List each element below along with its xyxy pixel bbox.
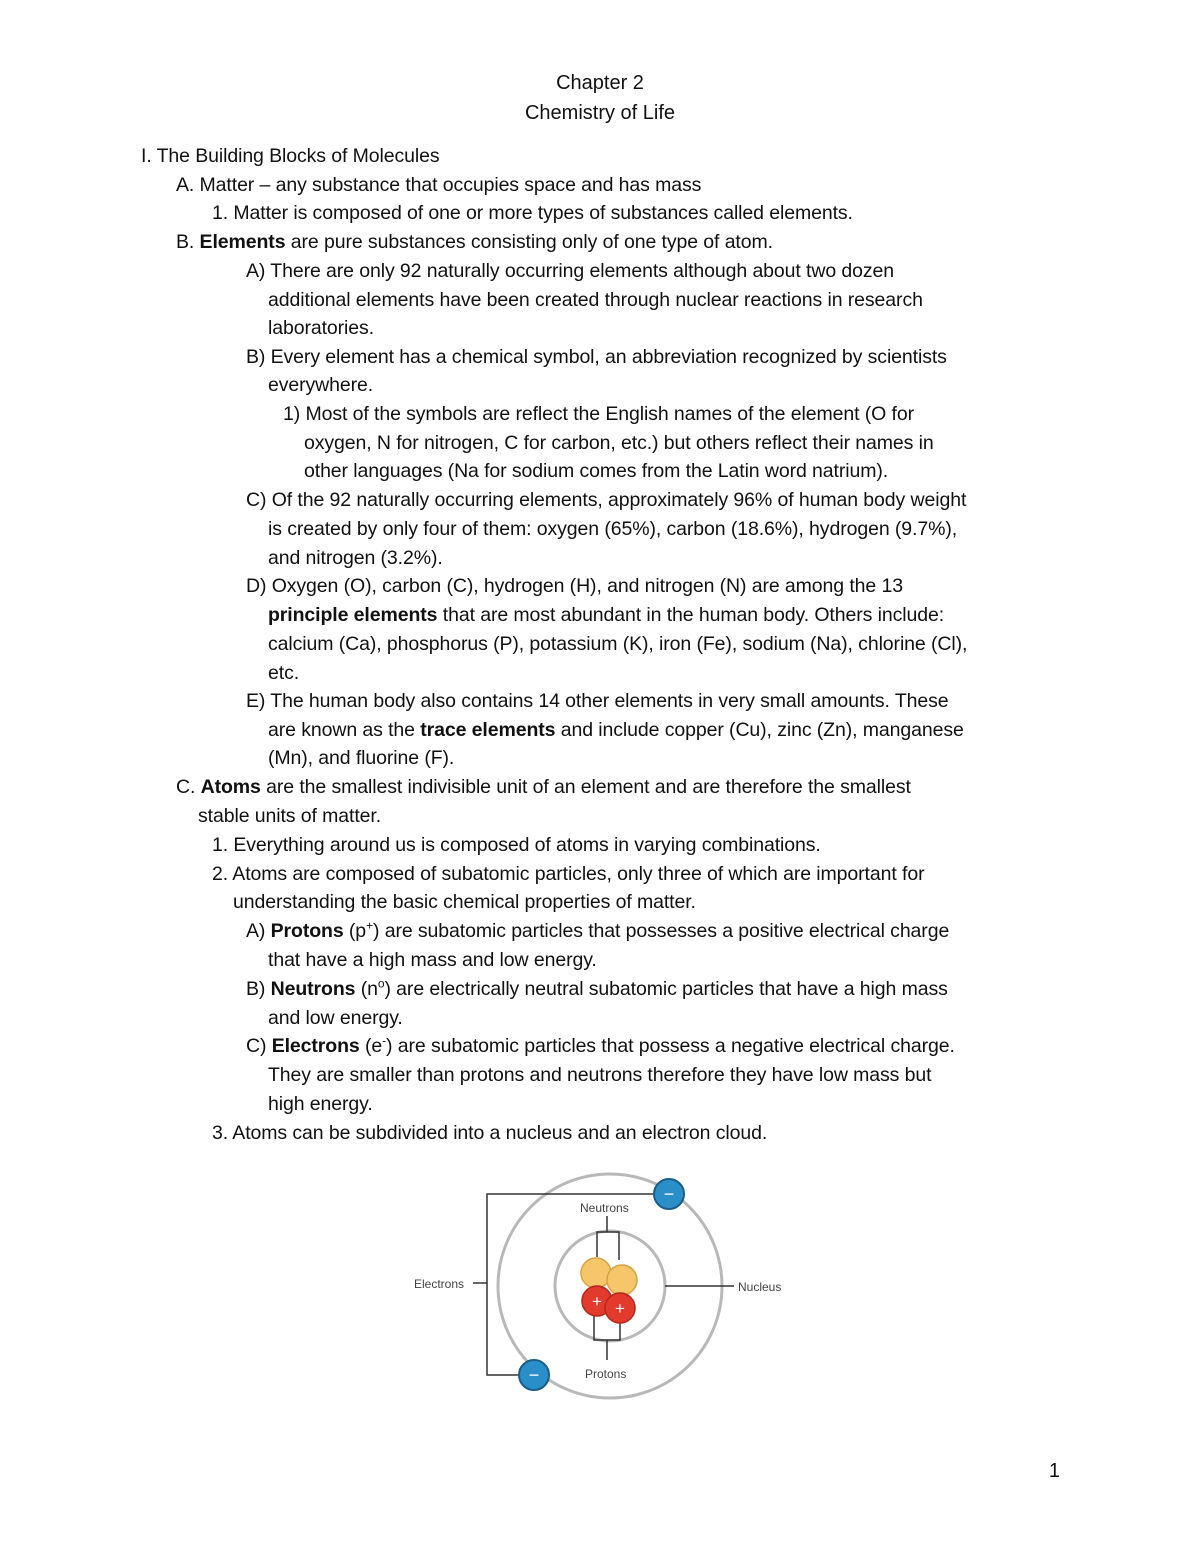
outline-line: additional elements have been created through nuclear reactions in research [268, 289, 923, 311]
bold-term: Electrons [271, 1035, 360, 1057]
electron-charge: − [528, 1365, 540, 1385]
text-run: that are most abundant in the human body. Others include: [437, 604, 945, 626]
text-run: ) are subatomic particles that possess a negative electrical charge. [386, 1035, 955, 1057]
text-run: C) [246, 1035, 272, 1057]
outline-line: I. The Building Blocks of Molecules [141, 145, 440, 167]
text-run: are the smallest indivisible unit of an element and are therefore the smallest [260, 776, 911, 798]
bold-term: Neutrons [270, 978, 356, 1000]
page-title: Chemistry of Life [524, 102, 676, 124]
outline-line [176, 775, 911, 799]
proton-charge: + [592, 1292, 602, 1311]
neutrons-bracket [597, 1232, 619, 1260]
outline-line: A) There are only 92 naturally occurring elements although about two dozen [246, 260, 895, 282]
outline-line: and low energy. [268, 1007, 403, 1029]
label-protons: Protons [585, 1367, 627, 1381]
outline-line: B) Every element has a chemical symbol, an abbreviation recognized by scientists [246, 346, 947, 368]
outline-line [176, 230, 773, 254]
page-number: 1 [1048, 1460, 1060, 1482]
outline-line: 1) Most of the symbols are reflect the English names of the element (O for [283, 403, 914, 425]
charge-superscript: o [377, 976, 385, 991]
outline-line [246, 919, 949, 943]
label-neutrons: Neutrons [580, 1201, 629, 1215]
label-electrons: Electrons [414, 1277, 465, 1291]
outline-line [268, 603, 944, 627]
outline-line: high energy. [268, 1093, 373, 1115]
neutron-particle [607, 1265, 637, 1295]
chapter-heading: Chapter 2 [556, 72, 644, 94]
text-run: C. [176, 776, 201, 798]
text-run: ) are electrically neutral subatomic particles that have a high mass [384, 978, 948, 1000]
outline-line: 2. Atoms are composed of subatomic particles, only three of which are important for [212, 863, 925, 885]
text-run: A) [246, 920, 271, 942]
text-run: (n [355, 978, 378, 1000]
proton-charge: + [615, 1299, 625, 1318]
bold-term: Atoms [200, 776, 261, 798]
outline-line: everywhere. [268, 374, 374, 396]
text-run: B. [176, 231, 200, 253]
text-run: are known as the [268, 719, 421, 741]
text-run: B) [246, 978, 271, 1000]
outline-line: 1. Matter is composed of one or more types of substances called elements. [212, 202, 853, 224]
bold-term: Elements [199, 231, 286, 253]
outline-line: understanding the basic chemical properties of matter. [233, 891, 696, 913]
outline-line: oxygen, N for nitrogen, C for carbon, etc.) but others reflect their names in [304, 432, 934, 454]
outline-line: C) Of the 92 naturally occurring elements, approximately 96% of human body weight [246, 489, 967, 511]
outline-line: etc. [268, 662, 300, 684]
text-run: ) are subatomic particles that possesses a positive electrical charge [372, 920, 950, 942]
outline-line: A. Matter – any substance that occupies space and has mass [176, 174, 702, 196]
outline-line: E) The human body also contains 14 other elements in very small amounts. These [246, 690, 949, 712]
electron-charge: − [663, 1184, 675, 1204]
bold-term: principle elements [268, 604, 438, 626]
outline-line: calcium (Ca), phosphorus (P), potassium (K), iron (Fe), sodium (Na), chlorine (Cl), [268, 633, 968, 655]
bold-term: trace elements [420, 719, 556, 741]
outline-line: 3. Atoms can be subdivided into a nucleus and an electron cloud. [212, 1122, 768, 1144]
label-nucleus: Nucleus [738, 1280, 782, 1294]
neutron-particle [581, 1258, 611, 1288]
outline-line: is created by only four of them: oxygen (65%), carbon (18.6%), hydrogen (9.7%), [268, 518, 958, 540]
charge-superscript: - [382, 1033, 387, 1048]
text-run: (p [343, 920, 367, 942]
electrons-bracket [487, 1194, 670, 1375]
text-run: are pure substances consisting only of one type of atom. [285, 231, 773, 253]
outline-line: 1. Everything around us is composed of atoms in varying combinations. [212, 834, 821, 856]
outline-line: (Mn), and fluorine (F). [268, 747, 455, 769]
outline-line [246, 977, 948, 1001]
bold-term: Protons [270, 920, 344, 942]
outline-line: They are smaller than protons and neutrons therefore they have low mass but [268, 1064, 932, 1086]
outline-line: stable units of matter. [198, 805, 382, 827]
text-run: (e [359, 1035, 383, 1057]
atom-diagram [400, 1170, 800, 1415]
outline-line: that have a high mass and low energy. [268, 949, 597, 971]
outline-line: and nitrogen (3.2%). [268, 547, 443, 569]
outline-line: laboratories. [268, 317, 375, 339]
charge-superscript: + [366, 918, 373, 933]
outline-line [246, 1034, 955, 1058]
text-run: and include copper (Cu), zinc (Zn), manganese [555, 719, 964, 741]
outline-line: D) Oxygen (O), carbon (C), hydrogen (H), and nitrogen (N) are among the 13 [246, 575, 903, 597]
outline-line: other languages (Na for sodium comes from the Latin word natrium). [304, 460, 889, 482]
outline-line [268, 718, 964, 742]
